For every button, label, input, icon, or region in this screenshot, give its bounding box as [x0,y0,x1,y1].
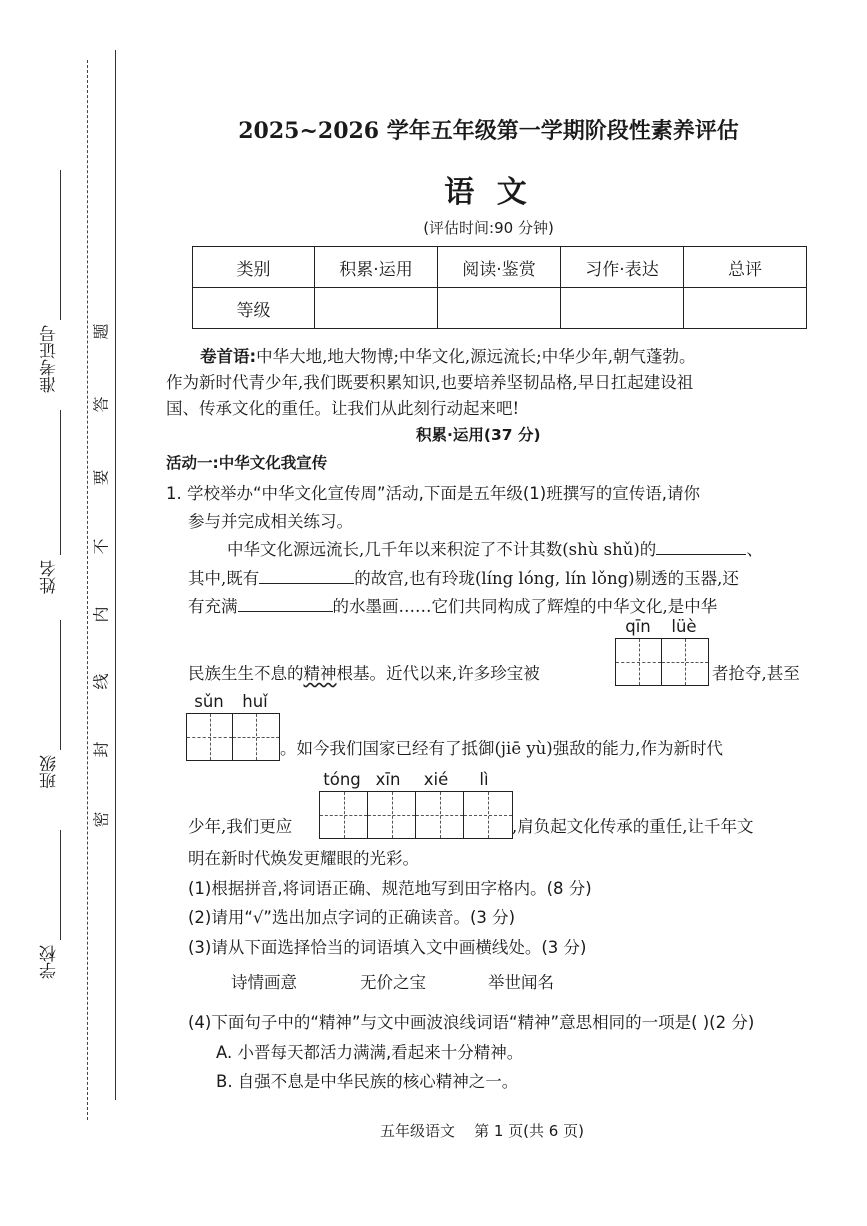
seal-char: 要 [91,469,111,486]
grade-row-label: 等级 [193,288,315,329]
word-choice: 诗情画意 [231,973,297,992]
q1-sub-4: (4)下面句子中的“精神”与文中画波浪线词语“精神”意思相同的一项是( )(2 分) [188,1013,755,1032]
grade-table-header: 习作·表达 [561,247,684,288]
pinyin-label: huǐ [242,692,268,711]
tianzige-cell[interactable] [464,792,512,838]
tianzige-cell[interactable] [416,792,464,838]
passage-line-2 [188,565,739,589]
option-b: B. 自强不息是中华民族的核心精神之一。 [216,1072,519,1091]
intro-text: 中华大地,地大物博;中华文化,源远流长;中华少年,朝气蓬勃。 [256,347,696,366]
tianzige-cell[interactable] [320,792,368,838]
grade-table-header: 类别 [193,247,315,288]
passage-text: 中华文化源远流长,几千年以来积淀了不计其数(shù shǔ)的 [227,540,657,559]
grade-cell[interactable] [315,288,438,329]
page-footer: 五年级语文 第 1 页(共 6 页) [380,1122,584,1140]
class-label: 班级 [40,755,60,789]
grade-table-header: 积累·运用 [315,247,438,288]
school-label: 学校 [40,945,60,979]
passage-line-4b: 者抢夺,甚至 [712,664,800,683]
pinyin-label: xié [423,770,449,789]
q1-sub-1: (1)根据拼音,将词语正确、规范地写到田字格内。(8 分) [188,879,592,898]
tianzige-cell[interactable] [368,792,416,838]
exam-id-label: 准考证号 [40,325,60,393]
passage-text: 民族生生不息的 [188,664,304,683]
duration: (评估时间:90 分钟) [423,219,554,237]
seal-char: 密 [91,811,111,828]
passage-line-6b: ,肩负起文化传承的重任,让千年文 [512,817,754,836]
tianzige-cell[interactable] [233,714,279,760]
pinyin-label: qīn [625,617,651,636]
blank-2[interactable] [259,569,354,584]
grade-table-header-row [193,247,807,288]
grade-table-header: 总评 [684,247,807,288]
subject-title: 语 文 [444,175,533,210]
passage-line-7: 明在新时代焕发更耀眼的光彩。 [188,849,419,868]
pinyin-label: sǔn [194,692,224,711]
pinyin-label: lüè [671,617,697,636]
tianzige-sunhui[interactable] [186,713,280,761]
tianzige-cell[interactable] [187,714,233,760]
intro-line-3: 国、传承文化的重任。让我们从此刻行动起来吧! [166,399,520,418]
pinyin-label: xīn [375,770,401,789]
intro-label: 卷首语: [200,347,257,366]
passage-line-3 [188,593,717,617]
passage-text: 其中,既有 [188,569,260,588]
passage-line-4a [188,660,540,684]
q1-sub-2: (2)请用“√”选出加点字词的正确读音。(3 分) [188,908,516,927]
grade-table [192,246,807,329]
seal-char: 封 [91,741,111,758]
grade-cell[interactable] [438,288,561,329]
blank-3[interactable] [238,597,333,612]
word-choice: 无价之宝 [360,973,426,992]
name-field[interactable] [60,410,61,555]
class-field[interactable] [60,620,61,750]
name-label: 姓名 [40,560,60,594]
passage-text: 的水墨画……它们共同构成了辉煌的中华文化,是中华 [332,597,718,616]
wavy-word: 精神 [303,664,337,683]
seal-char: 线 [91,673,111,690]
tianzige-qinlue[interactable] [615,638,709,686]
blank-1[interactable] [656,540,746,555]
seal-char: 内 [91,606,111,623]
passage-text: 有充满 [188,597,238,616]
passage-line-6a: 少年,我们更应 [188,817,293,836]
pinyin-label: tóng [323,770,361,789]
passage-text: 根基。近代以来,许多珍宝被 [336,664,540,683]
passage-line-5: 。如今我们国家已经有了抵御(jiē yù)强敌的能力,作为新时代 [280,739,723,758]
tianzige-cell[interactable] [662,639,708,685]
word-choice: 举世闻名 [488,973,554,992]
section-title: 积累·运用(37 分) [416,426,541,444]
option-a: A. 小晋每天都活力满满,看起来十分精神。 [216,1043,524,1062]
school-field[interactable] [60,830,61,940]
intro-line-1 [200,343,695,367]
grade-cell[interactable] [684,288,807,329]
exam-title: 2025~2026 学年五年级第一学期阶段性素养评估 [238,118,739,144]
activity-title: 活动一:中华文化我宣传 [166,454,328,472]
grade-cell[interactable] [561,288,684,329]
pinyin-label: lì [479,770,489,789]
intro-line-2: 作为新时代青少年,我们既要积累知识,也要培养坚韧品格,早日扛起建设祖 [166,373,694,392]
passage-line-1 [227,536,763,560]
tianzige-cell[interactable] [616,639,662,685]
seal-char: 题 [91,323,111,340]
passage-text: 的故宫,也有玲珑(líng lóng, lín lǒng)剔透的玉器,还 [354,569,739,588]
grade-table-header: 阅读·鉴赏 [438,247,561,288]
q1-sub-3: (3)请从下面选择恰当的词语填入文中画横线处。(3 分) [188,938,587,957]
grade-table-row [193,288,807,329]
q1-stem-line-1: 1. 学校举办“中华文化宣传周”活动,下面是五年级(1)班撰写的宣传语,请你 [166,484,700,503]
seal-char: 答 [91,396,111,413]
tianzige-tongxinxieli[interactable] [319,791,513,839]
passage-text: 、 [746,540,763,559]
seal-char: 不 [91,538,111,555]
q1-stem-line-2: 参与并完成相关练习。 [188,512,353,531]
